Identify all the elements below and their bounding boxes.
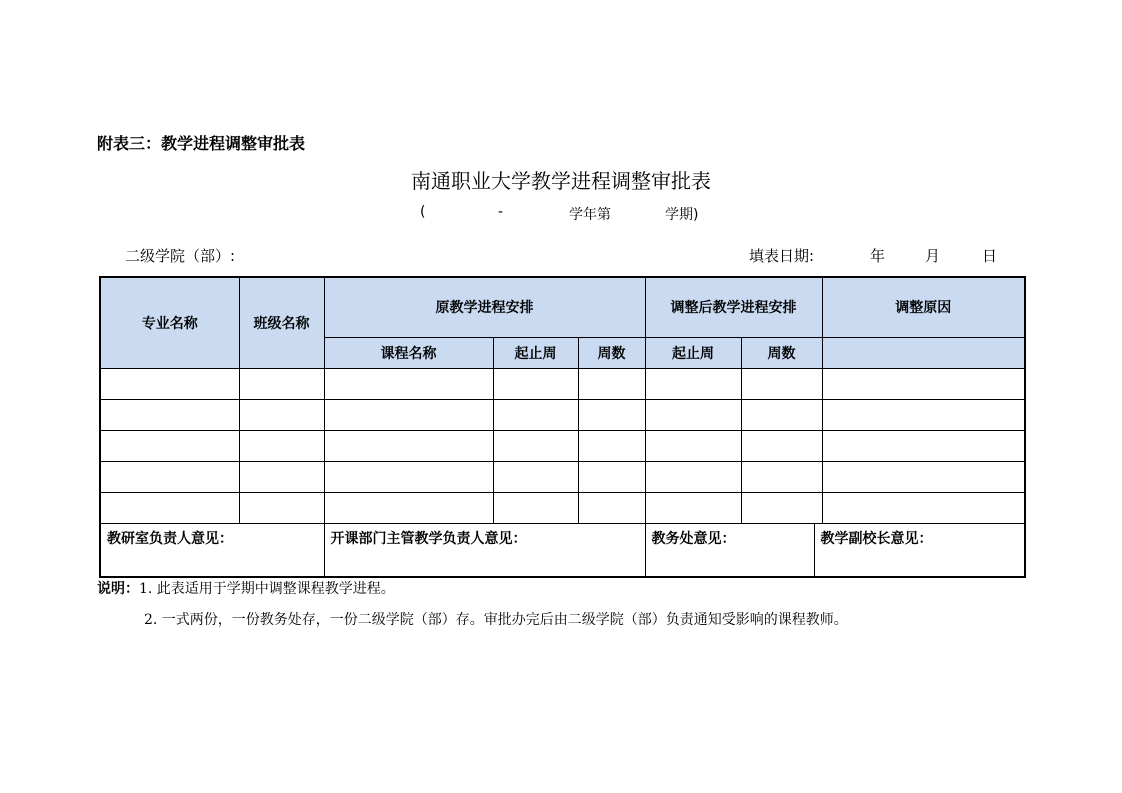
header-orig-weeks-range: 起止周 — [493, 337, 578, 368]
fill-date-month: 月 — [925, 247, 941, 265]
note-1-text: 1. 此表适用于学期中调整课程教学进程。 — [139, 581, 395, 597]
table-row — [100, 368, 1025, 399]
table-row — [100, 399, 1025, 430]
header-major: 专业名称 — [100, 277, 239, 368]
appendix-label: 附表三：教学进程调整审批表 — [97, 134, 306, 153]
term-academic-year: 学年第 — [569, 207, 611, 223]
table-row — [100, 430, 1025, 461]
college-label: 二级学院（部）: — [125, 247, 236, 265]
header-reason: 调整原因 — [822, 277, 1025, 337]
header-orig-weeks-count: 周数 — [578, 337, 645, 368]
notes-label: 说明： — [97, 581, 139, 597]
signature-department-head[interactable]: 开课部门主管教学负责人意见： — [324, 523, 645, 577]
table-row — [100, 492, 1025, 523]
note-2: 2. 一式两份，一份教务处存，一份二级学院（部）存。审批办完后由二级学院（部）负责通知受影响的课程教师。 — [144, 612, 848, 628]
header-adjusted-plan: 调整后教学进程安排 — [645, 277, 822, 337]
term-semester: 学期) — [665, 207, 699, 223]
fill-date-day: 日 — [982, 247, 998, 265]
form-title: 南通职业大学教学进程调整审批表 — [411, 169, 711, 193]
signature-vice-president[interactable]: 教学副校长意见： — [814, 523, 1025, 577]
approval-table — [99, 276, 1026, 578]
table-row — [100, 461, 1025, 492]
fill-date-label: 填表日期: — [749, 247, 815, 265]
term-open-paren: ( — [420, 204, 426, 220]
header-adj-weeks-count: 周数 — [741, 337, 822, 368]
fill-date-year: 年 — [870, 247, 886, 265]
term-dash: - — [498, 204, 504, 220]
note-1 — [97, 578, 395, 598]
signature-academic-affairs[interactable]: 教务处意见： — [645, 523, 814, 577]
signature-teaching-office[interactable]: 教研室负责人意见： — [100, 523, 324, 577]
header-course-name: 课程名称 — [324, 337, 493, 368]
header-class: 班级名称 — [239, 277, 324, 368]
header-reason-sub — [822, 337, 1025, 368]
header-original-plan: 原教学进程安排 — [324, 277, 645, 337]
header-adj-weeks-range: 起止周 — [645, 337, 741, 368]
